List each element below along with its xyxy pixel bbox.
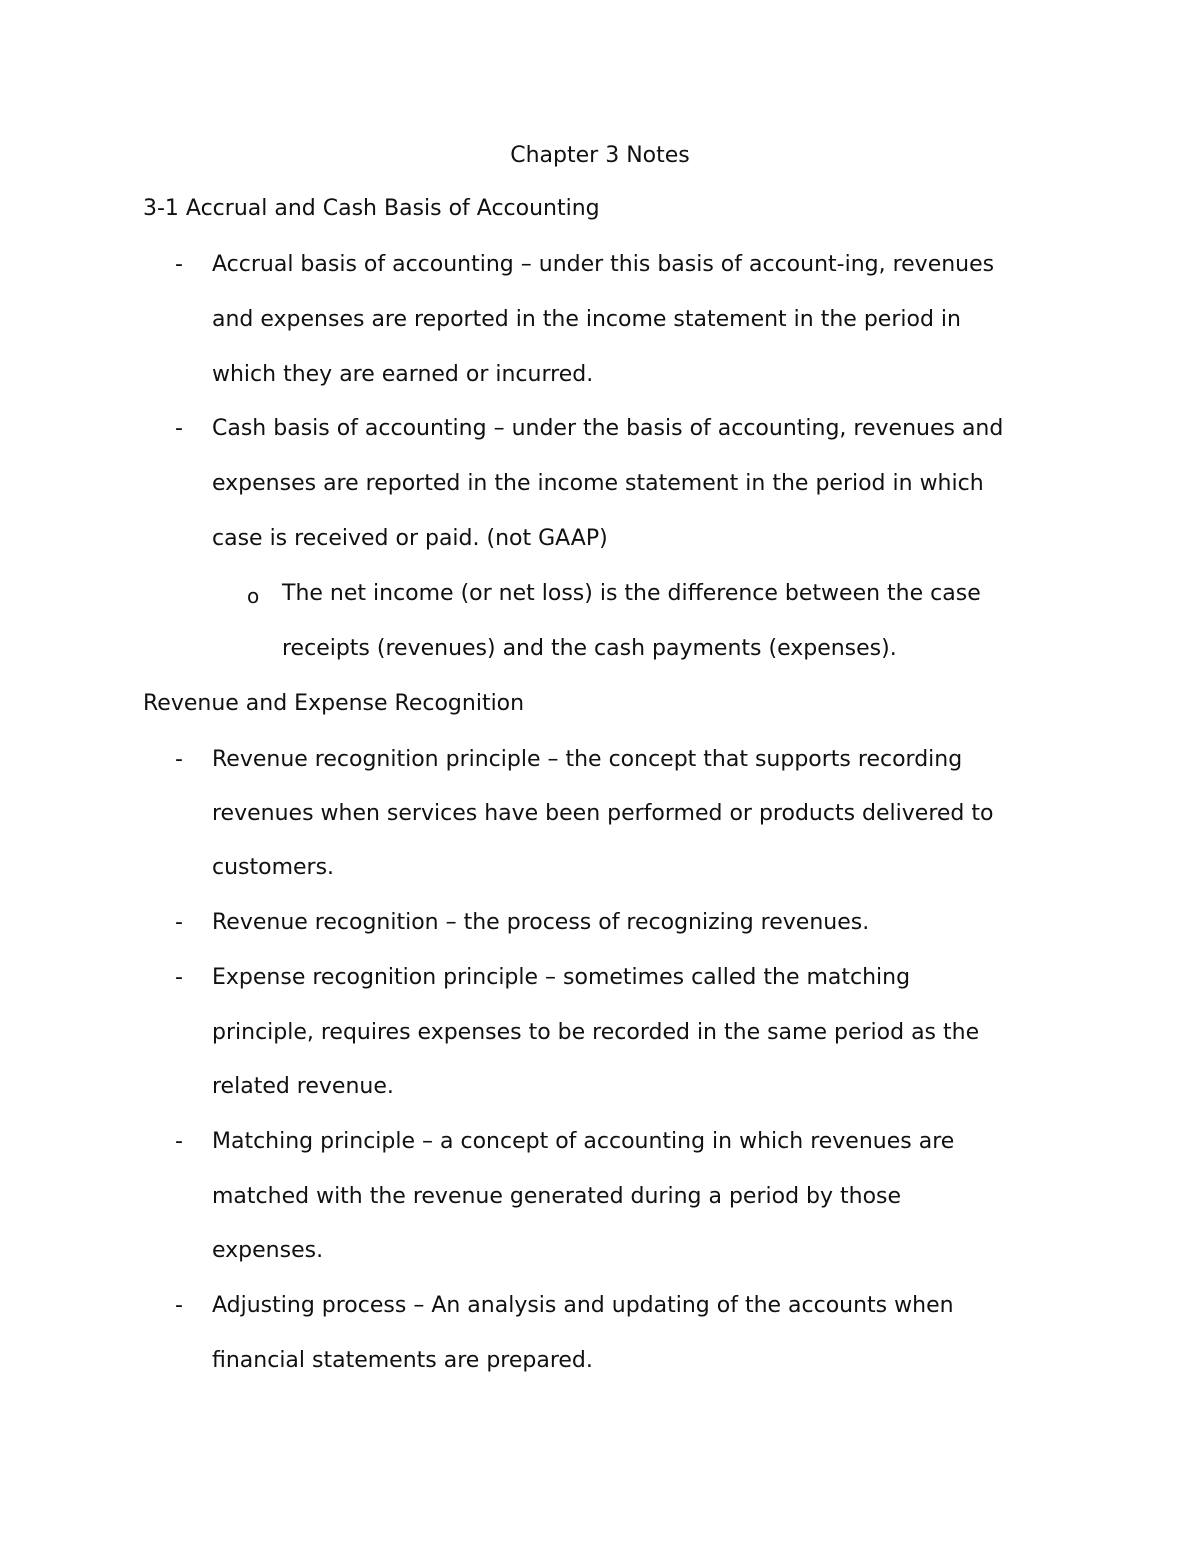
sub-bullet-text-line: The net income (or net loss) is the difference between the case (282, 581, 981, 606)
sub-bullet-text-line: receipts (revenues) and the cash payments (expenses). (282, 636, 897, 661)
bullet-text-line: Expense recognition principle – sometimes called the matching (212, 965, 911, 990)
sub-bullet-circle: o (247, 584, 260, 608)
bullet-text-line: which they are earned or incurred. (212, 362, 594, 387)
bullet-text-line: Revenue recognition principle – the concept that supports recording (212, 747, 963, 772)
page-title: Chapter 3 Notes (510, 143, 690, 168)
section-heading-accrual-cash: 3-1 Accrual and Cash Basis of Accounting (143, 196, 600, 221)
bullet-dash: - (175, 1129, 183, 1154)
bullet-dash: - (175, 965, 183, 990)
bullet-text-line: Revenue recognition – the process of recognizing revenues. (212, 910, 870, 935)
bullet-text-line: principle, requires expenses to be recorded in the same period as the (212, 1020, 980, 1045)
bullet-text-line: Cash basis of accounting – under the basis of accounting, revenues and (212, 416, 1004, 441)
bullet-text-line: revenues when services have been performed or products delivered to (212, 801, 994, 826)
bullet-text-line: case is received or paid. (not GAAP) (212, 526, 608, 551)
section-heading-revenue-expense: Revenue and Expense Recognition (143, 691, 525, 716)
bullet-dash: - (175, 747, 183, 772)
bullet-text-line: expenses. (212, 1238, 324, 1263)
bullet-text-line: matched with the revenue generated during a period by those (212, 1184, 902, 1209)
bullet-text-line: and expenses are reported in the income statement in the period in (212, 307, 961, 332)
bullet-dash: - (175, 1293, 183, 1318)
bullet-text-line: Matching principle – a concept of accounting in which revenues are (212, 1129, 955, 1154)
bullet-text-line: expenses are reported in the income statement in the period in which (212, 471, 984, 496)
bullet-dash: - (175, 910, 183, 935)
bullet-dash: - (175, 252, 183, 277)
bullet-text-line: customers. (212, 855, 335, 880)
bullet-text-line: Adjusting process – An analysis and updating of the accounts when (212, 1293, 954, 1318)
bullet-text-line: Accrual basis of accounting – under this basis of account-ing, revenues (212, 252, 995, 277)
bullet-text-line: financial statements are prepared. (212, 1348, 593, 1373)
bullet-text-line: related revenue. (212, 1074, 394, 1099)
bullet-dash: - (175, 416, 183, 441)
